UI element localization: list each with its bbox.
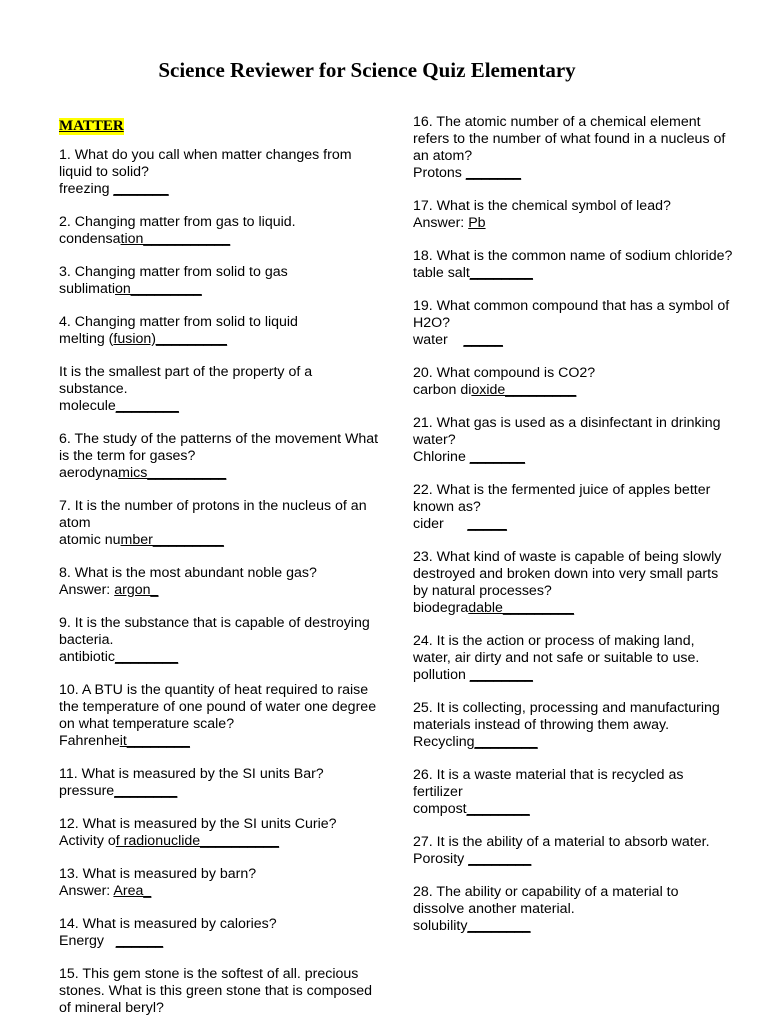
question-item <box>59 314 379 348</box>
question-item <box>413 114 733 182</box>
answer-line <box>413 332 733 349</box>
answer-line <box>413 382 733 399</box>
question-text: 8. What is the most abundant noble gas? <box>59 565 317 581</box>
answer-text: condensa <box>59 231 121 247</box>
answer-line <box>413 516 733 533</box>
question-text: 23. What kind of waste is capable of being slowly destroyed and broken down into very small parts by natural processes? <box>413 549 722 599</box>
answer-line <box>59 532 379 549</box>
answer-line <box>59 733 379 750</box>
answer-blank: ________ <box>468 851 532 867</box>
question-item <box>413 482 733 533</box>
answer-blank: ________ <box>115 398 179 414</box>
question-text: 22. What is the fermented juice of apples better known as? <box>413 482 711 515</box>
question-text: 7. It is the number of protons in the nucleus of an atom <box>59 498 367 531</box>
answer-blank: ________ <box>114 783 178 799</box>
question-item <box>413 198 733 232</box>
answer-blank: ______ <box>115 933 164 949</box>
question-text: 11. What is measured by the SI units Bar? <box>59 766 324 782</box>
question-item <box>413 365 733 399</box>
answer-line <box>413 265 733 282</box>
answer-line <box>59 181 379 198</box>
answer-text: freezing <box>59 181 114 197</box>
question-item <box>413 248 733 282</box>
answer-blank: ________ <box>467 918 531 934</box>
answer-line <box>59 231 379 248</box>
answer-text: cider <box>413 516 468 532</box>
answer-text: Recycling <box>413 734 475 750</box>
answer-text: solubility <box>413 918 468 934</box>
answer-blank: Area_ <box>113 883 152 899</box>
answer-text: carbon di <box>413 382 472 398</box>
right-question-list <box>413 114 733 935</box>
question-text: 27. It is the ability of a material to absorb water. <box>413 834 710 850</box>
answer-line <box>59 883 379 900</box>
answer-line <box>59 649 379 666</box>
question-item <box>59 498 379 549</box>
answer-line <box>59 783 379 800</box>
answer-text: Answer: <box>413 215 469 231</box>
question-text: 12. What is measured by the SI units Curie? <box>59 816 337 832</box>
answer-blank: on_________ <box>114 281 202 297</box>
answer-blank: ________ <box>115 649 179 665</box>
question-text: 3. Changing matter from solid to gas <box>59 264 288 280</box>
answer-blank: oxide_________ <box>471 382 577 398</box>
answer-text: pollution <box>413 667 470 683</box>
question-item <box>59 766 379 800</box>
answer-line <box>59 833 379 850</box>
question-text: 2. Changing matter from gas to liquid. <box>59 214 296 230</box>
question-text: 19. What common compound that has a symbol of H2O? <box>413 298 730 331</box>
answer-blank: ________ <box>466 801 530 817</box>
answer-text: Answer: <box>59 883 114 899</box>
question-text: 20. What compound is CO2? <box>413 365 596 381</box>
answer-line <box>413 667 733 684</box>
answer-text: antibiotic <box>59 649 115 665</box>
answer-text: Answer: <box>59 582 115 598</box>
answer-line <box>59 281 379 298</box>
question-item <box>413 884 733 935</box>
answer-line <box>59 331 379 348</box>
answer-blank: ________ <box>469 265 533 281</box>
question-text: 18. What is the common name of sodium chloride? <box>413 248 733 264</box>
question-text: 17. What is the chemical symbol of lead? <box>413 198 671 214</box>
answer-text: atomic nu <box>59 532 121 548</box>
answer-line <box>413 801 733 818</box>
answer-line <box>59 398 379 415</box>
answer-text: molecule <box>59 398 116 414</box>
answer-text: compost <box>413 801 467 817</box>
answer-blank: fusion)_________ <box>113 331 228 347</box>
answer-text: Activity o <box>59 833 116 849</box>
answer-blank: _____ <box>467 516 507 532</box>
answer-text: Porosity <box>413 851 469 867</box>
answer-blank: argon_ <box>114 582 159 598</box>
question-item <box>59 615 379 666</box>
question-item <box>413 834 733 868</box>
answer-text: Fahrenhe <box>59 733 120 749</box>
answer-blank: it________ <box>119 733 190 749</box>
answer-line <box>413 918 733 935</box>
answer-blank: _______ <box>465 165 522 181</box>
question-text: 6. The study of the patterns of the movement What is the term for gases? <box>59 431 379 464</box>
question-text: 24. It is the action or process of making land, water, air dirty and not safe or suitable to use. <box>413 633 700 666</box>
question-item <box>413 633 733 684</box>
answer-text: aerodyna <box>59 465 119 481</box>
question-item <box>413 549 733 617</box>
answer-line <box>59 582 379 599</box>
question-item <box>59 966 379 1017</box>
answer-blank: tion___________ <box>120 231 231 247</box>
question-item <box>413 767 733 818</box>
answer-text: table salt <box>413 265 470 281</box>
question-text: 16. The atomic number of a chemical element refers to the number of what found in a nucleus of an atom? <box>413 114 726 164</box>
question-text: 21. What gas is used as a disinfectant in drinking water? <box>413 415 721 448</box>
answer-blank: ________ <box>469 667 533 683</box>
answer-blank: _______ <box>469 449 526 465</box>
question-text: 26. It is a waste material that is recycled as fertilizer <box>413 767 684 800</box>
answer-line <box>413 734 733 751</box>
question-text: 13. What is measured by barn? <box>59 866 257 882</box>
answer-text: Energy <box>59 933 116 949</box>
question-text: 15. This gem stone is the softest of all. precious stones. What is this green stone that is composed of mineral beryl? <box>59 966 373 1016</box>
question-item <box>413 700 733 751</box>
answer-blank: f radionuclide__________ <box>115 833 280 849</box>
answer-blank: _____ <box>463 332 503 348</box>
answer-text: biodegra <box>413 600 469 616</box>
left-question-list <box>59 147 379 1017</box>
left-column <box>59 114 379 1033</box>
answer-text: sublimati <box>59 281 115 297</box>
question-text: 4. Changing matter from solid to liquid <box>59 314 298 330</box>
answer-text: Chlorine <box>413 449 470 465</box>
answer-blank: ________ <box>474 734 538 750</box>
answer-text: Protons <box>413 165 466 181</box>
answer-line <box>413 215 733 232</box>
question-text: 14. What is measured by calories? <box>59 916 277 932</box>
question-text: 28. The ability or capability of a material to dissolve another material. <box>413 884 679 917</box>
section-heading-matter: MATTER <box>59 118 124 134</box>
question-item <box>59 816 379 850</box>
answer-line <box>413 165 733 182</box>
right-column <box>413 114 733 951</box>
answer-text: water <box>413 332 464 348</box>
question-text: 9. It is the substance that is capable of destroying bacteria. <box>59 615 370 648</box>
page-title: Science Reviewer for Science Quiz Elementary <box>158 58 576 82</box>
answer-line <box>413 851 733 868</box>
answer-blank: _______ <box>113 181 169 197</box>
answer-line <box>59 933 379 950</box>
answer-line <box>413 600 733 617</box>
question-item <box>59 916 379 950</box>
question-item <box>59 147 379 198</box>
question-item <box>413 298 733 349</box>
question-text: 10. A BTU is the quantity of heat required to raise the temperature of one pound of water one degree on what temperature scale? <box>59 682 377 732</box>
question-item <box>59 264 379 298</box>
question-item <box>59 565 379 599</box>
answer-blank: mber_________ <box>120 532 224 548</box>
answer-blank: Pb <box>468 215 486 231</box>
question-item <box>59 364 379 415</box>
question-text: 1. What do you call when matter changes from liquid to solid? <box>59 147 352 180</box>
question-text: 25. It is collecting, processing and manufacturing materials instead of throwing them away. <box>413 700 720 733</box>
answer-text: pressure <box>59 783 115 799</box>
answer-text: melting ( <box>59 331 114 347</box>
question-item <box>59 682 379 750</box>
question-item <box>59 866 379 900</box>
question-item <box>413 415 733 466</box>
answer-line <box>413 449 733 466</box>
answer-line <box>59 465 379 482</box>
answer-blank: dable_________ <box>468 600 574 616</box>
question-item <box>59 214 379 248</box>
answer-blank: mics__________ <box>118 465 227 481</box>
question-item <box>59 431 379 482</box>
question-text: It is the smallest part of the property of a substance. <box>59 364 313 397</box>
